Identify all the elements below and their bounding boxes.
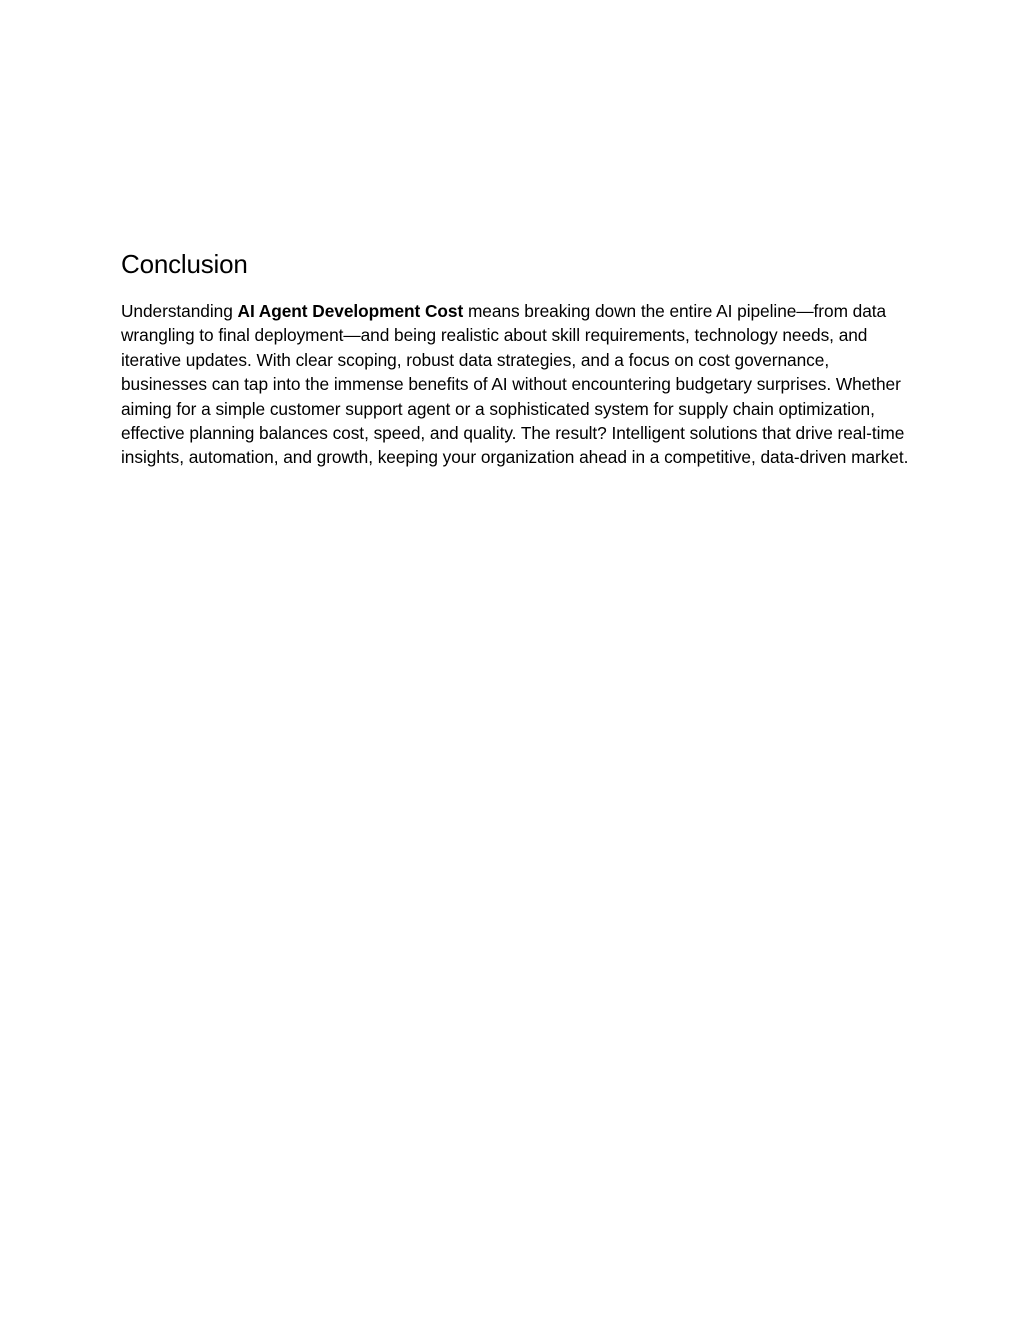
section-heading: Conclusion <box>121 249 248 279</box>
document-content <box>121 247 911 470</box>
bold-keyword: AI Agent Development Cost <box>237 301 464 321</box>
paragraph-text-start: Understanding <box>121 301 238 321</box>
paragraph-text-rest: means breaking down the entire AI pipeline—from data wrangling to final deployment—and being realistic about skill requirements, technology needs, and iterative updates. With clear scoping, robust data strategies, and a focus on cost governance, businesses can tap into the immense benefits of AI without encountering budgetary surprises. Whether aiming for a simple customer support agent or a sophisticated system for supply chain optimization, effective planning balances cost, speed, and quality. The result? Intelligent solutions that drive real-time insights, automation, and growth, keeping your organization ahead in a competitive, data-driven market. <box>121 301 909 468</box>
conclusion-paragraph <box>121 299 911 470</box>
